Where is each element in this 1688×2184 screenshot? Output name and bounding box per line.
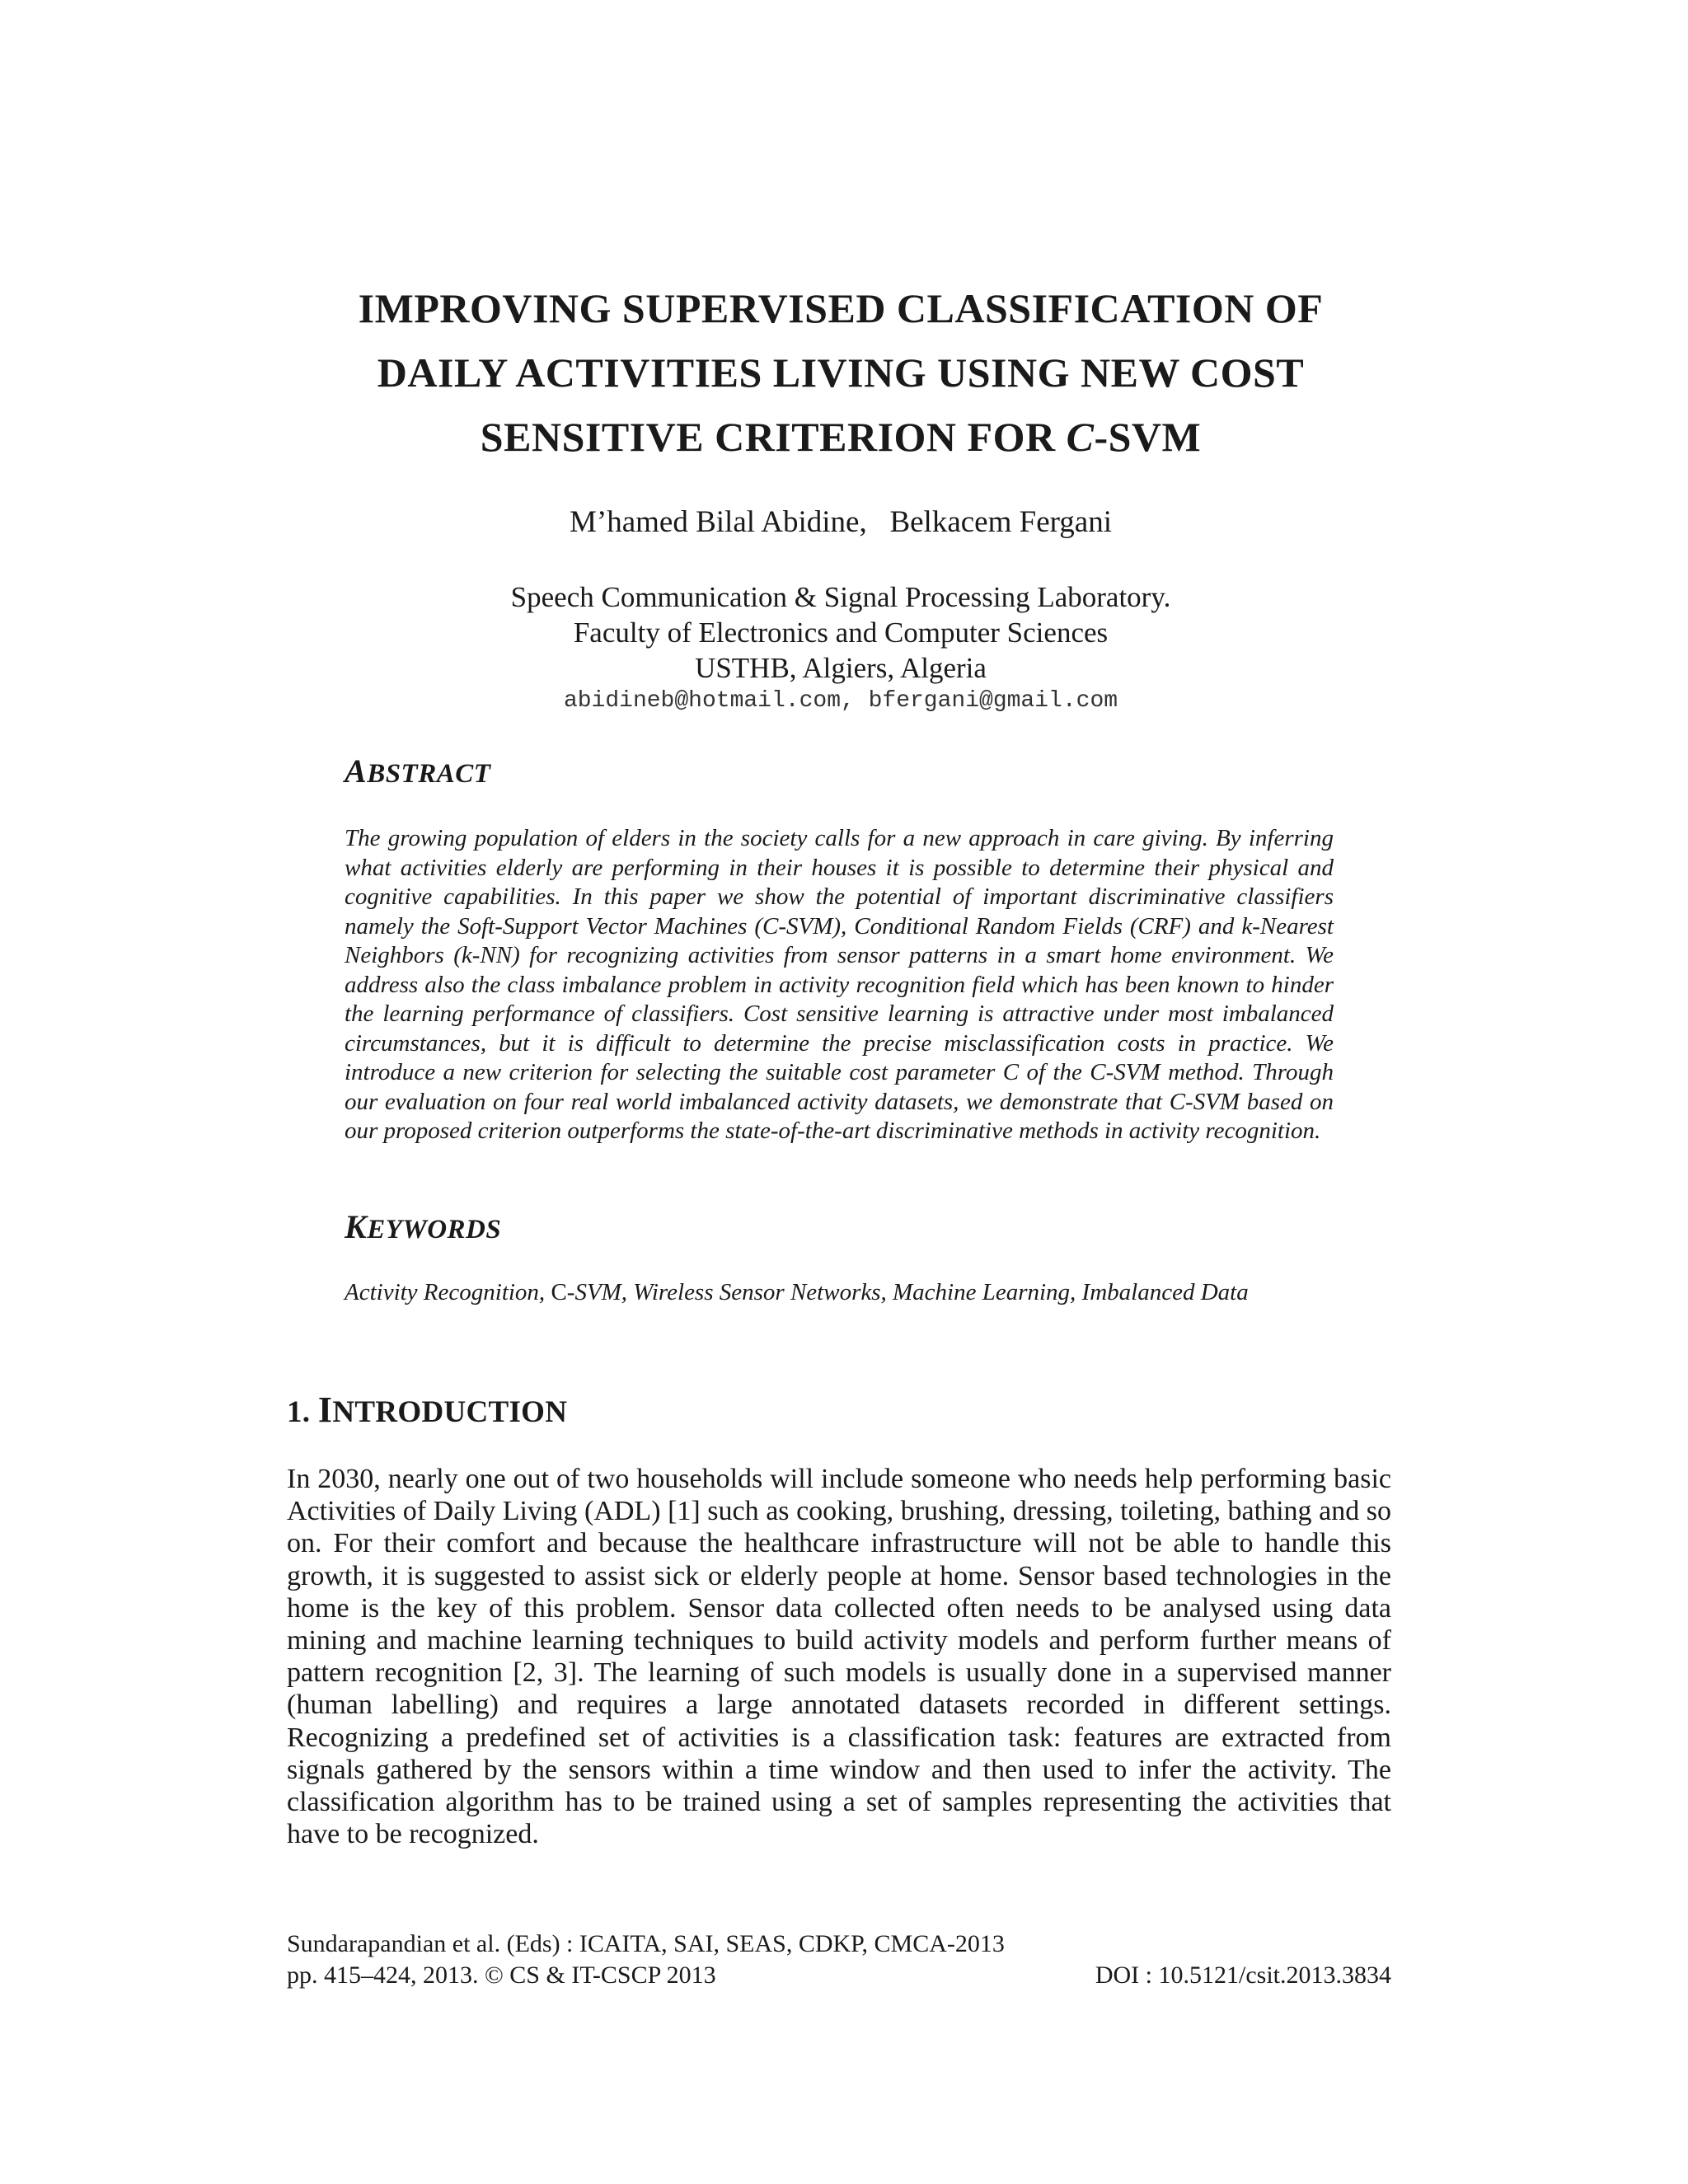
abstract-heading — [345, 752, 490, 790]
title-line-1: IMPROVING SUPERVISED CLASSIFICATION OF — [358, 285, 1324, 331]
introduction-heading — [287, 1389, 567, 1431]
title-line-3 — [231, 405, 1451, 469]
author-emails: abidineb@hotmail.com, bfergani@gmail.com — [563, 688, 1118, 714]
keywords-heading — [345, 1207, 501, 1246]
affiliation-line-3: USTHB, Algiers, Algeria — [695, 652, 987, 684]
keywords-text-part-1: Activity Recognition, — [345, 1279, 551, 1305]
footer-proceedings: Sundarapandian et al. (Eds) : ICAITA, SAI, SEAS, CDKP, CMCA-2013 — [287, 1930, 1005, 1957]
footer-row — [287, 1960, 1391, 1991]
footer-pages-copyright: pp. 415–424, 2013. © CS & IT-CSCP 2013 — [287, 1961, 716, 1989]
introduction-heading-rest: NTRODUCTION — [332, 1395, 568, 1429]
affiliation-line-2: Faculty of Electronics and Computer Sciences — [573, 616, 1109, 649]
introduction-heading-cap: I — [317, 1390, 333, 1430]
title-line-3-suffix: -SVM — [1094, 414, 1202, 460]
affiliation-line-1: Speech Communication & Signal Processing Laboratory. — [510, 581, 1171, 613]
keywords-text-upright: C — [551, 1279, 567, 1305]
introduction-heading-number: 1. — [287, 1395, 318, 1429]
introduction-text: In 2030, nearly one out of two households will include someone who needs help performing basic Activities of Daily Living (ADL) [1] such as cooking, brushing, dressing, toileting, bathing and so on. For their comfort and because the healthcare infrastructure will not be able to handle this growth, it is suggested to assist sick or elderly people at home. Sensor based technologies in the home is the key of this problem. Sensor data collected often needs to be analysed using data mining and machine learning techniques to build activity models and perform further means of pattern recognition [2, 3]. The learning of such models is usually done in a supervised manner (human labelling) and requires a large annotated datasets recorded in different settings. Recognizing a predefined set of activities is a classification task: features are extracted from signals gathered by the sensors within a time window and then used to infer the activity. The classification algorithm has to be trained using a set of samples representing the activities that have to be recognized. — [287, 1464, 1391, 1850]
page-footer — [287, 1929, 1391, 1991]
abstract-text: The growing population of elders in the society calls for a new approach in care giving. By inferring what activities elderly are performing in their houses it is possible to determine their physical and cognitive capabilities. In this paper we show the potential of important discriminative classifiers namely the Soft-Support Vector Machines (C-SVM), Conditional Random Fields (CRF) and k-Nearest Neighbors (k-NN) for recognizing activities from sensor patterns in a smart home environment. We address also the class imbalance problem in activity recognition field which has been known to hinder the learning performance of classifiers. Cost sensitive learning is attractive under most imbalanced circumstances, but it is difficult to determine the precise misclassification costs in practice. We introduce a new criterion for selecting the suitable cost parameter C of the C-SVM method. Through our evaluation on four real world imbalanced activity datasets, we demonstrate that C-SVM based on our proposed criterion outperforms the state-of-the-art discriminative methods in activity recognition. — [345, 825, 1334, 1144]
title-line-2: DAILY ACTIVITIES LIVING USING NEW COST — [377, 349, 1305, 396]
abstract-heading-cap: A — [345, 752, 368, 790]
affiliation — [231, 579, 1451, 717]
keywords-heading-cap: K — [345, 1208, 368, 1245]
keywords-heading-rest: EYWORDS — [367, 1215, 502, 1244]
paper-title — [231, 276, 1451, 469]
footer-doi: DOI : 10.5121/csit.2013.3834 — [1095, 1961, 1391, 1989]
title-line-3-prefix: SENSITIVE CRITERION FOR — [480, 414, 1067, 460]
keywords-text-part-2: -SVM, Wireless Sensor Networks, Machine Learning, Imbalanced Data — [566, 1279, 1249, 1305]
keywords-text — [345, 1277, 1367, 1307]
title-line-3-italic: C — [1066, 414, 1095, 460]
author-list: M’hamed Bilal Abidine, Belkacem Fergani — [570, 505, 1112, 539]
abstract-heading-rest: BSTRACT — [367, 759, 491, 789]
